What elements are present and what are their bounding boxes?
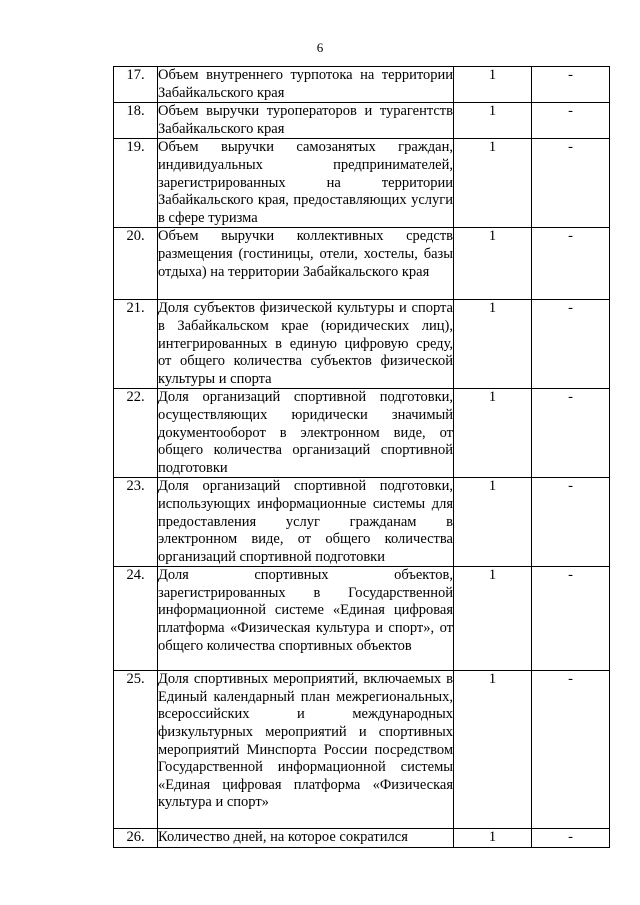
indicator-name: Доля субъектов физической культуры и спорта в Забайкальском крае (юридических лиц), интегрированных в единую цифровую среду, от общего количества субъектов физической культуры и спорта: [158, 300, 454, 389]
table-row: [114, 139, 610, 228]
table-row: [114, 389, 610, 478]
indicator-dash: [532, 567, 610, 671]
indicator-value: [454, 139, 532, 228]
indicator-value: [454, 829, 532, 848]
value-text: 1: [488, 228, 497, 245]
value-text: 1: [488, 671, 497, 688]
indicator-name: Объем внутреннего турпотока на территории Забайкальского края: [158, 67, 454, 103]
dash-text: -: [568, 228, 573, 245]
table-row: [114, 300, 610, 389]
value-text: 1: [488, 829, 497, 846]
indicator-name: Доля спортивных объектов, зарегистрированных в Государственной информационной системе «Единая цифровая платформа «Физическая культура и спорт», от общего количества спортивных объектов: [158, 567, 454, 671]
table-row: [114, 478, 610, 567]
indicator-value: [454, 103, 532, 139]
table-row: [114, 228, 610, 300]
value-text: 1: [488, 67, 497, 83]
indicator-value: [454, 300, 532, 389]
indicator-dash: [532, 478, 610, 567]
indicator-name: Объем выручки самозанятых граждан, индивидуальных предпринимателей, зарегистрированных на территории Забайкальского края, предоставляющих услуги в сфере туризма: [158, 139, 454, 228]
indicator-name: Доля организаций спортивной подготовки, использующих информационные системы для предоставления услуг гражданам в электронном виде, от общего количества организаций спортивной подготовки: [158, 478, 454, 567]
indicator-value: [454, 67, 532, 103]
row-number: 20.: [114, 228, 158, 300]
row-number: 24.: [114, 567, 158, 671]
indicator-name: Доля организаций спортивной подготовки, осуществляющих юридически значимый документооборот в электронном виде, от общего количества организаций спортивной подготовки: [158, 389, 454, 478]
value-text: 1: [488, 103, 497, 120]
dash-text: -: [568, 103, 573, 120]
dash-text: -: [568, 671, 573, 688]
table-row: [114, 567, 610, 671]
indicator-name: Объем выручки туроператоров и турагентств Забайкальского края: [158, 103, 454, 139]
indicator-name: Количество дней, на которое сократился: [158, 829, 454, 848]
indicator-value: [454, 478, 532, 567]
indicators-table: [113, 66, 610, 848]
row-number: 21.: [114, 300, 158, 389]
value-text: 1: [488, 478, 497, 495]
row-number: 19.: [114, 139, 158, 228]
page-number: 6: [316, 40, 324, 55]
row-number: 18.: [114, 103, 158, 139]
value-text: 1: [488, 139, 497, 156]
dash-text: -: [568, 389, 573, 406]
dash-text: -: [568, 67, 573, 83]
indicator-name: Объем выручки коллективных средств размещения (гостиницы, отели, хостелы, базы отдыха) на территории Забайкальского края: [158, 228, 454, 300]
indicator-dash: [532, 829, 610, 848]
indicator-dash: [532, 389, 610, 478]
dash-text: -: [568, 829, 573, 846]
indicator-dash: [532, 671, 610, 829]
indicator-value: [454, 567, 532, 671]
indicator-dash: [532, 300, 610, 389]
dash-text: -: [568, 567, 573, 584]
row-number: 17.: [114, 67, 158, 103]
dash-text: -: [568, 478, 573, 495]
value-text: 1: [488, 389, 497, 406]
indicator-value: [454, 389, 532, 478]
table-row: [114, 829, 610, 848]
row-number: 26.: [114, 829, 158, 848]
indicator-dash: [532, 67, 610, 103]
table-row: [114, 671, 610, 829]
indicator-name: Доля спортивных мероприятий, включаемых в Единый календарный план межрегиональных, всероссийских и международных физкультурных мероприятий и спортивных мероприятий Минспорта России посредством Государственной информационной системы «Единая цифровая платформа «Физическая культура и спорт»: [158, 671, 454, 829]
indicator-value: [454, 228, 532, 300]
indicator-dash: [532, 139, 610, 228]
value-text: 1: [488, 567, 497, 584]
dash-text: -: [568, 300, 573, 317]
indicator-value: [454, 671, 532, 829]
row-number: 22.: [114, 389, 158, 478]
indicator-dash: [532, 228, 610, 300]
dash-text: -: [568, 139, 573, 156]
row-number: 25.: [114, 671, 158, 829]
row-number: 23.: [114, 478, 158, 567]
value-text: 1: [488, 300, 497, 317]
table-row: [114, 103, 610, 139]
indicator-dash: [532, 103, 610, 139]
table-row: [114, 67, 610, 103]
